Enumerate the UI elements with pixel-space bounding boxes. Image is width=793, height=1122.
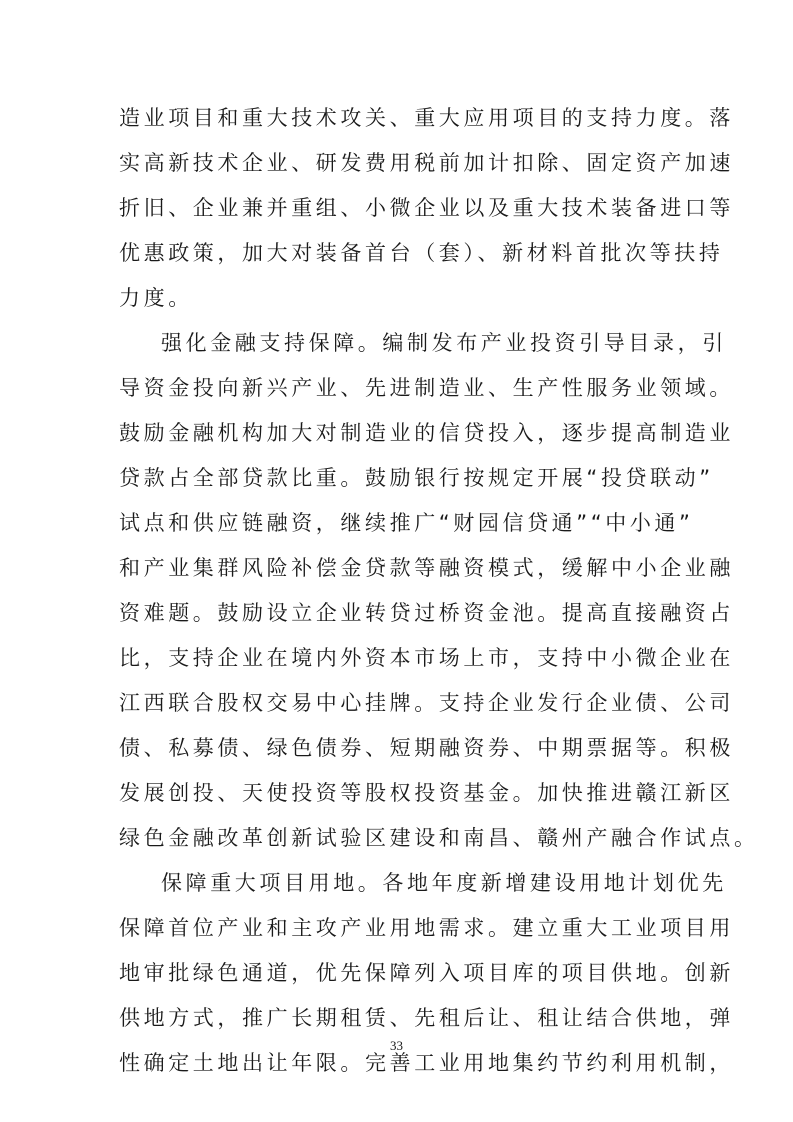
text-line: 和产业集群风险补偿金贷款等融资模式，缓解中小企业融 [119,556,734,580]
text-line: 供地方式，推广长期租赁、先租后让、租让结合供地，弹 [119,1006,734,1030]
text-line: 性确定土地出让年限。完善工业用地集约节约利用机制， [119,1051,734,1075]
text-line: 造业项目和重大技术攻关、重大应用项目的支持力度。落 [119,106,734,130]
text-line: 保障首位产业和主攻产业用地需求。建立重大工业项目用 [119,916,734,940]
text-line: 导资金投向新兴产业、先进制造业、生产性服务业领域。 [119,376,734,400]
text-line: 贷款占全部贷款比重。鼓励银行按规定开展“投贷联动” [119,466,714,490]
text-line: 债、私募债、绿色债券、短期融资券、中期票据等。积极 [119,736,734,760]
text-line: 实高新技术企业、研发费用税前加计扣除、固定资产加速 [119,151,734,175]
text-line: 鼓励金融机构加大对制造业的信贷投入，逐步提高制造业 [119,421,734,445]
text-line: 发展创投、天使投资等股权投资基金。加快推进赣江新区 [119,781,734,805]
paragraph-first-line: 保障重大项目用地。各地年度新增建设用地计划优先 [161,871,727,895]
page-number: 33 [390,1038,403,1053]
text-line: 绿色金融改革创新试验区建设和南昌、赣州产融合作试点。 [119,826,759,850]
text-line: 江西联合股权交易中心挂牌。支持企业发行企业债、公司 [119,691,734,715]
text-line: 比，支持企业在境内外资本市场上市，支持中小微企业在 [119,646,734,670]
text-line: 力度。 [119,286,193,310]
text-line: 试点和供应链融资，继续推广“财园信贷通”“中小通” [119,511,694,535]
text-line: 资难题。鼓励设立企业转贷过桥资金池。提高直接融资占 [119,601,734,625]
paragraph-first-line: 强化金融支持保障。编制发布产业投资引导目录，引 [161,331,727,355]
text-line: 优惠政策，加大对装备首台（套）、新材料首批次等扶持 [119,241,724,265]
text-line: 折旧、企业兼并重组、小微企业以及重大技术装备进口等 [119,196,734,220]
text-line: 地审批绿色通道，优先保障列入项目库的项目供地。创新 [119,961,734,985]
